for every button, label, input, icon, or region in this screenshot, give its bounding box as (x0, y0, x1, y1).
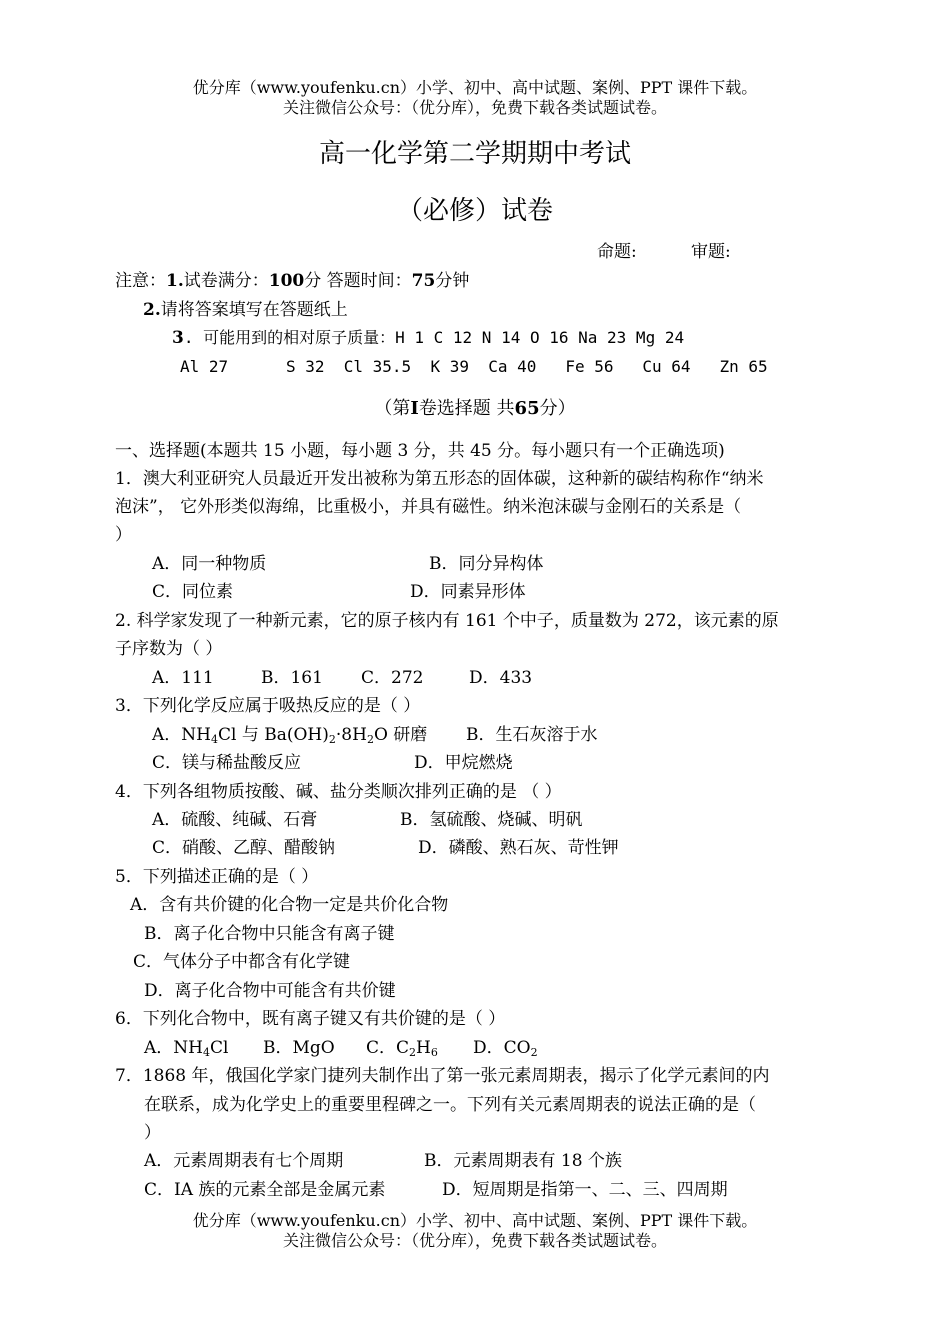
section-heading (0, 400, 950, 418)
q2-line-2: 子序数为（ ） (115, 639, 223, 659)
q3-option-a (152, 727, 427, 744)
note-1-text-a: 试卷满分： (183, 271, 269, 291)
q6-option-b: B．MgO (263, 1038, 335, 1058)
q2-option-b: B．161 (261, 668, 323, 688)
q1-option-d: D．同素异形体 (410, 582, 526, 602)
q6-line-1: 6．下列化合物中，既有离子键又有共价键的是（ ） (115, 1009, 506, 1029)
q6-a-sub: 4 (202, 1046, 210, 1059)
section-instructions: 一、选择题(本题共 15 小题，每小题 3 分，共 45 分。每小题只有一个正确选项) (115, 441, 725, 461)
q6-c-text-2: H (416, 1038, 431, 1058)
q6-d-text: D．CO (473, 1038, 531, 1058)
q6-c-sub-2: 6 (430, 1046, 438, 1059)
section-heading-c: 卷选择题 共 (418, 398, 515, 419)
q6-a-text-1: A．NH (144, 1038, 203, 1058)
q1-option-b: B．同分异构体 (429, 554, 544, 574)
header-line-1: 优分库（www.youfenku.cn）小学、初中、高中试题、案例、PPT 课件下载。 (192, 78, 758, 97)
exam-subtitle: （必修）试卷 (396, 196, 553, 226)
q3-a-sub-2: 2 (328, 733, 336, 746)
q3-option-d: D．甲烷燃烧 (414, 753, 513, 773)
q7-line-2: 在联系，成为化学史上的重要里程碑之一。下列有关元素周期表的说法正确的是（ (144, 1095, 756, 1115)
note-1-number: 1. (166, 271, 184, 291)
q4-line-1: 4．下列各组物质按酸、碱、盐分类顺次排列正确的是 （ ） (115, 782, 562, 802)
q7-line-3: ） (144, 1123, 161, 1143)
q5-option-a: A．含有共价键的化合物一定是共价化合物 (130, 895, 449, 915)
reviewer-label: 审题: (691, 242, 731, 262)
note-2 (143, 302, 348, 319)
q2-line-1: 2. 科学家发现了一种新元素，它的原子核内有 161 个中子，质量数为 272，该元素的原 (115, 611, 779, 631)
q5-option-c: C．气体分子中都含有化学键 (133, 952, 351, 972)
section-heading-score: 65 (514, 398, 540, 419)
q5-option-d: D．离子化合物中可能含有共价键 (144, 981, 396, 1001)
q1-option-c: C．同位素 (152, 582, 234, 602)
q4-option-b: B．氢硫酸、烧碱、明矾 (400, 810, 583, 830)
q6-c-sub-1: 2 (409, 1046, 417, 1059)
footer-line-1: 优分库（www.youfenku.cn）小学、初中、高中试题、案例、PPT 课件下载。 (192, 1211, 758, 1230)
exam-title: 高一化学第二学期期中考试 (318, 139, 631, 169)
q3-option-b: B．生石灰溶于水 (466, 725, 598, 745)
q3-a-text-1: A．NH (152, 725, 211, 745)
q6-a-text-2: Cl (209, 1038, 229, 1058)
q5-option-b: B．离子化合物中只能含有离子键 (144, 924, 395, 944)
note-1-score: 100 (268, 271, 305, 291)
q3-line-1: 3．下列化学反应属于吸热反应的是（ ） (115, 696, 421, 716)
footer-line-2: 关注微信公众号：（优分库），免费下载各类试题试卷。 (282, 1231, 667, 1250)
q3-a-text-2: Cl 与 Ba(OH) (217, 725, 329, 745)
q6-option-c (366, 1040, 438, 1057)
q1-line-1: 1．澳大利亚研究人员最近开发出被称为第五形态的固体碳，这种新的碳结构称作“纳米 (115, 469, 764, 489)
q7-line-1: 7．1868 年，俄国化学家门捷列夫制作出了第一张元素周期表，揭示了化学元素间的内 (115, 1066, 770, 1086)
section-heading-a: （第 (374, 398, 411, 419)
q6-c-text-1: C．C (366, 1038, 410, 1058)
note-3-number: 3 (172, 328, 184, 348)
q5-line-1: 5．下列描述正确的是（ ） (115, 867, 319, 887)
q3-a-sub-1: 4 (210, 733, 218, 746)
q7-option-a: A．元素周期表有七个周期 (144, 1151, 344, 1171)
section-heading-e: 分） (539, 398, 576, 419)
q2-option-c: C．272 (361, 668, 424, 688)
q7-option-b: B．元素周期表有 18 个族 (424, 1151, 622, 1171)
note-1-text-c: 分钟 (435, 271, 470, 291)
q3-a-sub-3: 2 (366, 733, 374, 746)
q1-line-3: ） (115, 525, 132, 545)
q6-d-sub: 2 (530, 1046, 538, 1059)
q4-option-a: A．硫酸、纯碱、石膏 (152, 810, 318, 830)
note-1-text-b: 分 答题时间： (304, 271, 412, 291)
note-1-time: 75 (411, 271, 436, 291)
header-line-2: 关注微信公众号：（优分库），免费下载各类试题试卷。 (282, 98, 667, 117)
q6-option-d (473, 1040, 538, 1057)
q3-a-text-3: ·8H (335, 725, 367, 745)
setter-label: 命题: (597, 242, 637, 262)
q2-option-a: A．111 (152, 668, 214, 688)
note-2-text: 请将答案填写在答题纸上 (160, 300, 348, 320)
q3-a-text-4: O 研磨 (373, 725, 428, 745)
q1-line-2: 泡沫”， 它外形类似海绵，比重极小，并具有磁性。纳米泡沫碳与金刚石的关系是（ (115, 497, 742, 517)
note-3-line-2: Al 27 S 32 Cl 35.5 K 39 Ca 40 Fe 56 Cu 64 Zn 65 (180, 357, 768, 376)
q4-option-d: D．磷酸、熟石灰、苛性钾 (418, 838, 619, 858)
q3-option-c: C．镁与稀盐酸反应 (152, 753, 302, 773)
q6-option-a (144, 1040, 228, 1057)
q1-option-a: A．同一种物质 (152, 554, 267, 574)
q7-option-c: C．IA 族的元素全部是金属元素 (144, 1180, 386, 1200)
section-heading-roman: I (410, 398, 419, 419)
q7-option-d: D．短周期是指第一、二、三、四周期 (442, 1180, 728, 1200)
note-3 (172, 330, 684, 347)
note-prefix: 注意： (115, 271, 166, 291)
note-1 (115, 273, 469, 290)
q2-option-d: D．433 (469, 668, 533, 688)
note-3-text: . 可能用到的相对原子质量：H 1 C 12 N 14 O 16 Na 23 Mg 24 (183, 328, 685, 347)
note-2-number: 2. (143, 300, 161, 320)
q4-option-c: C．硝酸、乙醇、醋酸钠 (152, 838, 336, 858)
